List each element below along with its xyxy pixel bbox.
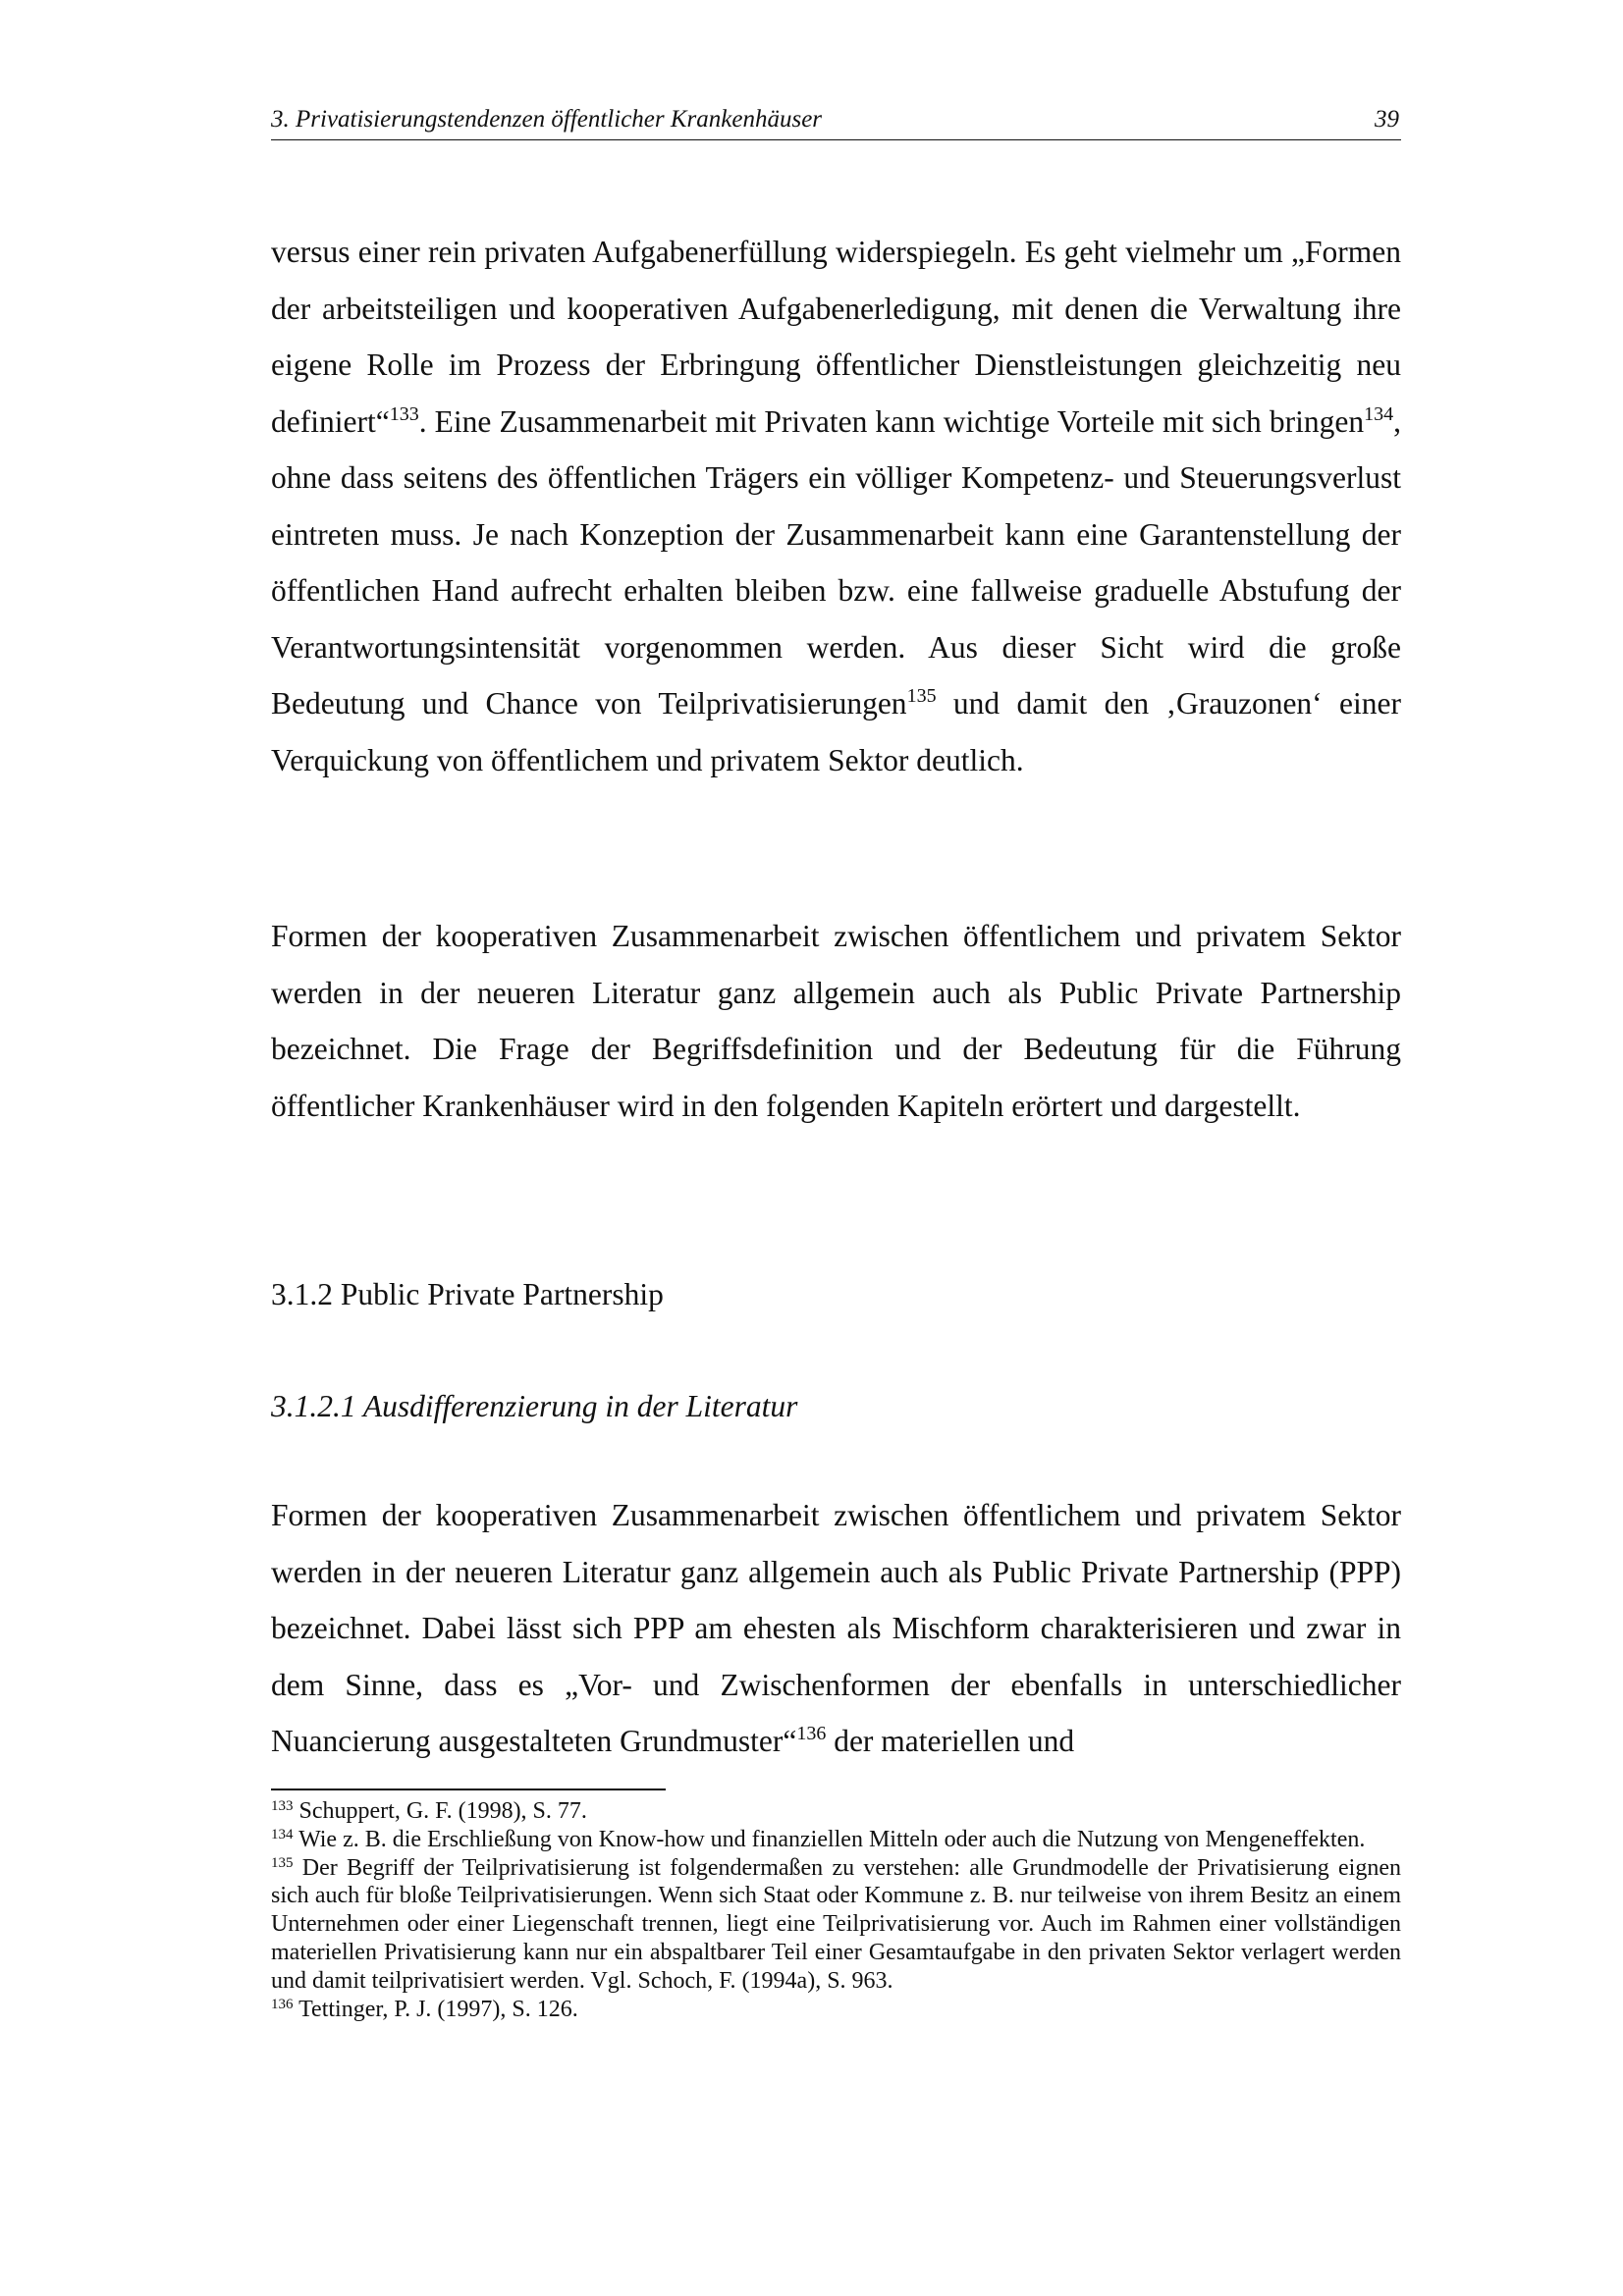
paragraph-1-text-b: . Eine Zusammenarbeit mit Privaten kann wichtige Vorteile mit sich bringen [418, 403, 1365, 439]
paragraph-3-text-a: Formen der kooperativen Zusammenarbeit zwischen öffentlichem und privatem Sektor werden in der neueren Literatur ganz allgemein auch als Public Private Partnership (PPP) bezeichnet. Dabei lässt sich PPP am ehesten als Mischform charakterisieren und zwar in dem Sinne, dass es „Vor- und Zwischenformen der ebenfalls in unterschiedlicher Nuancierung ausgestalteten Grundmuster“ [271, 1498, 1401, 1758]
subsection-heading: 3.1.2.1 Ausdifferenzierung in der Literatur [271, 1389, 798, 1423]
footnote-number: 133 [271, 1798, 294, 1814]
footnote-number: 134 [271, 1826, 294, 1842]
footnote-ref-136: 136 [796, 1723, 827, 1744]
footnote-136 [271, 1996, 1401, 2024]
footnote-text: Der Begriff der Teilprivatisierung ist folgendermaßen zu verstehen: alle Grundmodelle der Privatisierung eignen sich auch für bloße Teilprivatisierungen. Wenn sich Staat oder Kommune z. B. nur teilweise von ihrem Besitz an einem Unternehmen oder einer Liegenschaft trennen, liegt eine Teilprivatisierung vor. Auch im Rahmen einer vollständigen materiellen Privatisierung kann nur ein abspaltbarer Teil einer Gesamtaufgabe in den privaten Sektor verlagert werden und damit teilprivatisiert werden. Vgl. Schoch, F. (1994a), S. 963. [271, 1854, 1401, 1994]
footnote-number: 135 [271, 1854, 294, 1871]
footnote-135 [271, 1854, 1401, 1996]
footnote-134 [271, 1826, 1401, 1854]
footnote-number: 136 [271, 1996, 294, 2012]
footnote-ref-134: 134 [1364, 402, 1394, 425]
paragraph-1-text-d: und damit den ‚Grauzonen‘ einer Verquickung von öffentlichem und privatem Sektor deutlich. [271, 686, 1401, 777]
paragraph-2: Formen der kooperativen Zusammenarbeit zwischen öffentlichem und privatem Sektor werden in der neueren Literatur ganz allgemein auch als Public Private Partnership bezeichnet. Die Frage der Begriffsdefinition und der Bedeutung für die Führung öffentlicher Krankenhäuser wird in den folgenden Kapiteln erörtert und dargestellt. [271, 919, 1401, 1123]
paragraph-3-text-b: der materiellen und [826, 1724, 1075, 1758]
running-header [271, 98, 1401, 140]
paragraph-1-text-a: versus einer rein privaten Aufgabenerfüllung widerspiegeln. Es geht vielmehr um „Formen der arbeitsteiligen und kooperativen Aufgabenerledigung, mit denen die Verwaltung ihre eigene Rolle im Prozess der Erbringung öffentlicher Dienstleistungen gleichzeitig neu definiert“ [271, 235, 1401, 439]
paragraph-3 [271, 1487, 1401, 1770]
footnote-ref-135: 135 [906, 685, 937, 707]
header-title: 3. Privatisierungstendenzen öffentlicher Krankenhäuser [271, 106, 823, 133]
page-number: 39 [1375, 106, 1399, 133]
footnote-separator [271, 1789, 666, 1790]
footnote-text: Tettinger, P. J. (1997), S. 126. [293, 1996, 578, 2022]
footnote-133 [271, 1797, 1401, 1826]
footnote-text: Schuppert, G. F. (1998), S. 77. [293, 1798, 587, 1824]
footnote-ref-133: 133 [389, 402, 419, 425]
paragraph-1 [271, 224, 1401, 788]
paragraph-1-text-c: , ohne dass seitens des öffentlichen Trägers ein völliger Kompetenz- und Steuerungsverlust eintreten muss. Je nach Konzeption der Zusammenarbeit kann eine Garantenstellung der öffentlichen Hand aufrecht erhalten bleiben bzw. eine fallweise graduelle Abstufung der Verantwortungsintensität vorgenommen werden. Aus dieser Sicht wird die große Bedeutung und Chance von Teilprivatisierungen [271, 403, 1401, 721]
footnotes [271, 1797, 1401, 2023]
footnote-text: Wie z. B. die Erschließung von Know-how und finanziellen Mitteln oder auch die Nutzung von Mengeneffekten. [293, 1826, 1366, 1852]
section-heading: 3.1.2 Public Private Partnership [271, 1277, 664, 1311]
